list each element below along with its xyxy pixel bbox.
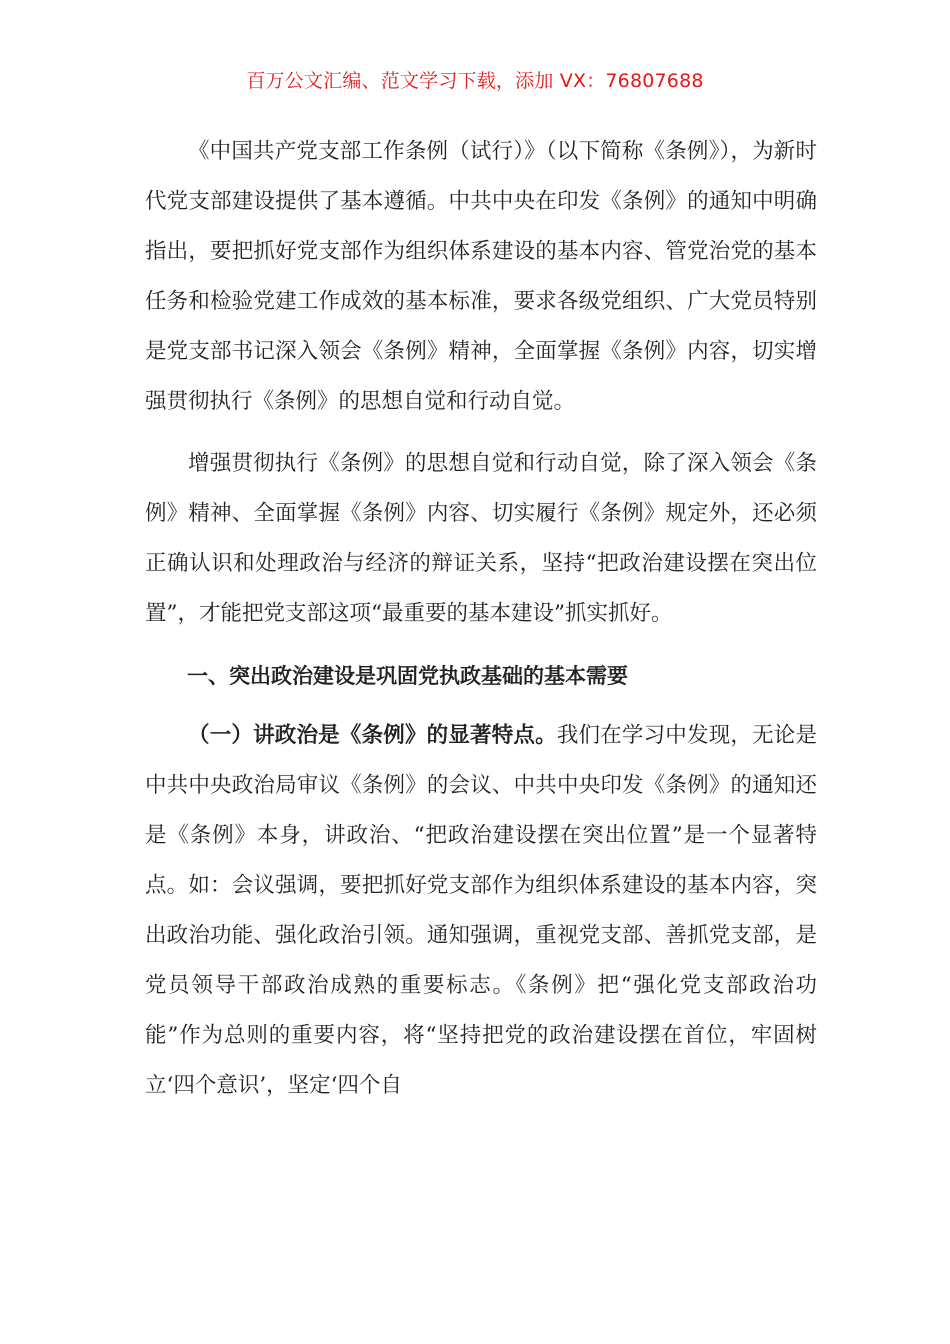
watermark-banner: 百万公文汇编、范文学习下载，添加 VX：76807688: [246, 70, 704, 92]
section-heading: 一、突出政治建设是巩固党执政基础的基本需要: [187, 664, 628, 688]
subsection-text: 我们在学习中发现，无论是中共中央政治局审议《条例》的会议、中共中央印发《条例》的通知还是《条例》本身，讲政治、“把政治建设摆在突出位置”是一个显著特点。如：会议强调，要把抓好党支部作为组织体系建设的基本内容，突出政治功能、强化政治引领。通知强调，重视党支部、善抓党支部，是党员领导干部政治成熟的重要标志。《条例》把“强化党支部政治功能”作为总则的重要内容，将“坚持把党的政治建设摆在首位，牢固树立‘四个意识’，坚定‘四个自: [145, 723, 817, 1098]
paragraph-subsection: [145, 711, 817, 1111]
paragraph-intro: 《中国共产党支部工作条例（试行）》（以下简称《条例》），为新时代党支部建设提供了基本遵循。中共中央在印发《条例》的通知中明确指出，要把抓好党支部作为组织体系建设的基本内容、管党治党的基本任务和检验党建工作成效的基本标准，要求各级党组织、广大党员特别是党支部书记深入领会《条例》精神，全面掌握《条例》内容，切实增强贯彻执行《条例》的思想自觉和行动自觉。: [145, 139, 817, 414]
subsection-lead: （一）讲政治是《条例》的显著特点。: [188, 723, 557, 748]
paragraph-requirement: 增强贯彻执行《条例》的思想自觉和行动自觉，除了深入领会《条例》精神、全面掌握《条例》内容、切实履行《条例》规定外，还必须正确认识和处理政治与经济的辩证关系，坚持“把政治建设摆在突出位置”，才能把党支部这项“最重要的基本建设”抓实抓好。: [145, 451, 817, 626]
document-body: [145, 127, 817, 1111]
